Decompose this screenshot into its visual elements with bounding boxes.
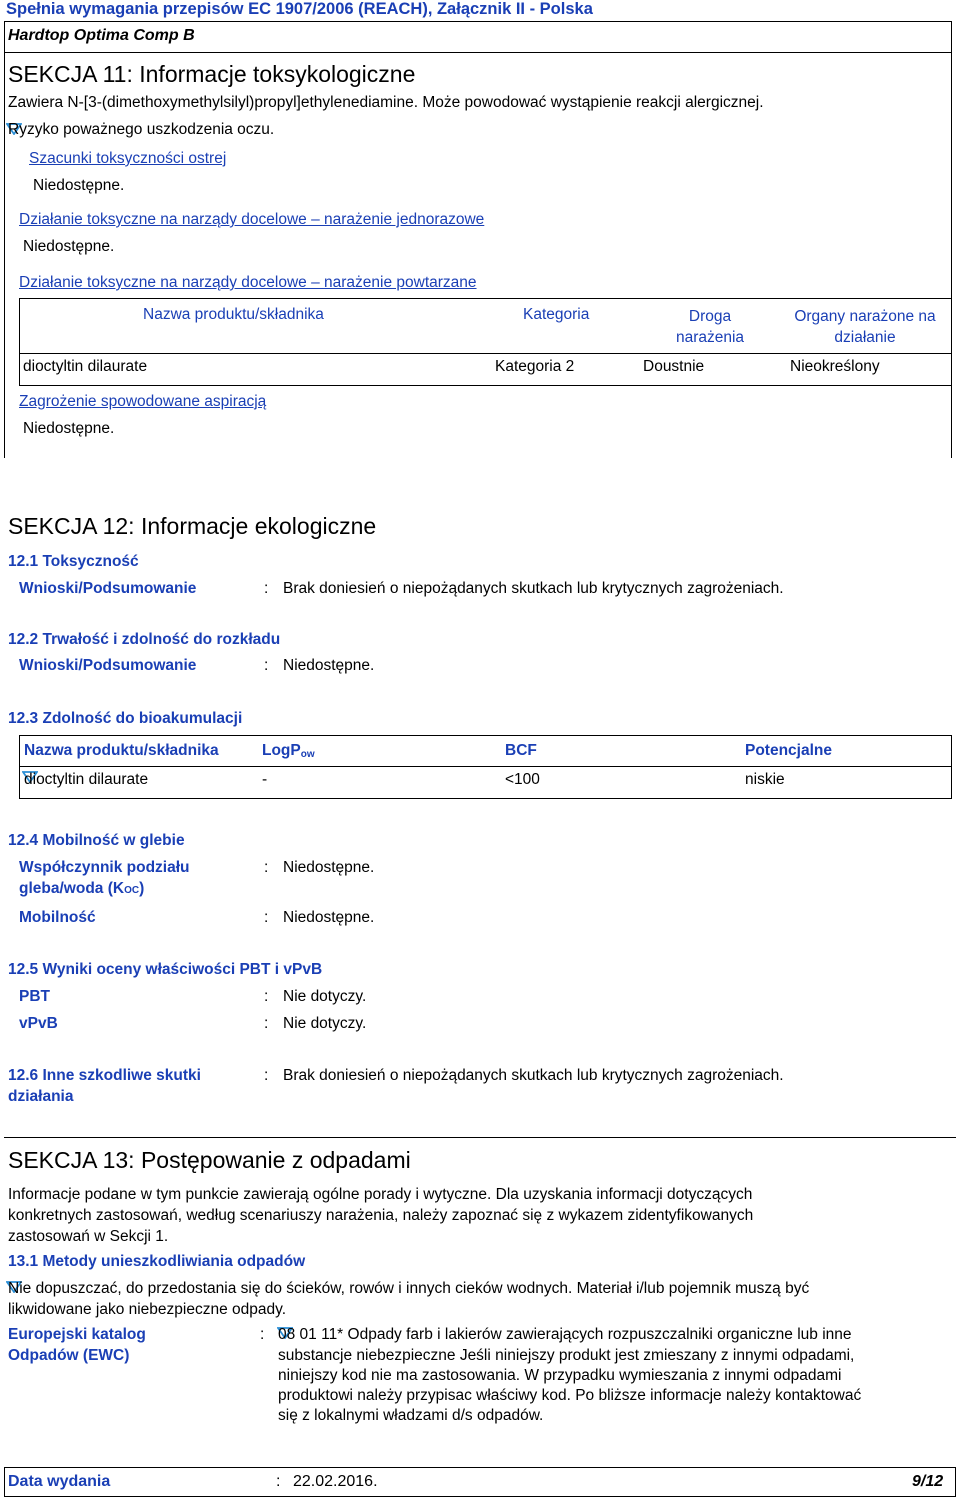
acute-toxicity-heading[interactable]: Szacunki toksyczności ostrej — [29, 150, 227, 167]
s13-intro-line2: konkretnych zastosowań, według scenariuszy narażenia, należy zapoznać się z wykazem zidentyfikowanych — [8, 1207, 754, 1224]
ewc-line4: produktowi należy przypisac właściwy kod. Po bliższe informacje należy kontaktować — [278, 1387, 862, 1404]
stot-single-value: Niedostępne. — [23, 238, 115, 255]
stot-row-route: Doustnie — [643, 358, 705, 375]
ewc-label-line2: Odpadów (EWC) — [8, 1347, 130, 1364]
s12-6-heading-line1: 12.6 Inne szkodliwe skutki — [8, 1067, 201, 1084]
mobility-label: Mobilność — [19, 909, 96, 926]
stot-col-route: Droga narażenia — [675, 308, 745, 346]
pbt-value: Nie dotyczy. — [283, 988, 367, 1005]
stot-col-name: Nazwa produktu/składnika — [143, 306, 324, 323]
vpvb-colon: : — [264, 1015, 269, 1032]
mobility-value: Niedostępne. — [283, 909, 375, 926]
aspiration-heading[interactable]: Zagrożenie spowodowane aspiracją — [19, 393, 267, 410]
bio-table-divider — [19, 766, 952, 767]
footer-box — [4, 1467, 956, 1497]
s12-1-label: Wnioski/Podsumowanie — [19, 580, 197, 597]
bio-row-name: dioctyltin dilaurate — [24, 771, 149, 788]
s12-2-label: Wnioski/Podsumowanie — [19, 657, 197, 674]
pbt-colon: : — [264, 988, 269, 1005]
bio-col-name: Nazwa produktu/składnika — [24, 742, 219, 759]
stot-col-organs: Organy narażone na działanie — [794, 308, 936, 346]
stot-row-category: Kategoria 2 — [495, 358, 575, 375]
s13-methods-line2: likwidowane jako niebezpieczne odpady. — [8, 1301, 287, 1318]
ewc-line3: niniejszy kod nie ma zastosowania. W przypadku wymieszania z innymi odpadami — [278, 1367, 842, 1384]
s13-1-heading: 13.1 Metody unieszkodliwiania odpadów — [8, 1253, 306, 1270]
acute-toxicity-value: Niedostępne. — [33, 177, 125, 194]
section-13-top-border — [4, 1137, 956, 1138]
stot-col-category: Kategoria — [523, 306, 590, 323]
s12-2-value: Niedostępne. — [283, 657, 375, 674]
s12-3-heading: 12.3 Zdolność do bioakumulacji — [8, 710, 243, 727]
stot-row-name: dioctyltin dilaurate — [23, 358, 148, 375]
vpvb-value: Nie dotyczy. — [283, 1015, 367, 1032]
ewc-line5: się z lokalnymi władzami d/s odpadów. — [278, 1407, 544, 1424]
footer-issue-date: 22.02.2016. — [293, 1473, 378, 1490]
s12-4-heading: 12.4 Mobilność w glebie — [8, 832, 185, 849]
stot-row-organs: Nieokreślony — [790, 358, 880, 375]
aspiration-value: Niedostępne. — [23, 420, 115, 437]
stot-table-divider — [19, 353, 952, 354]
s12-6-colon: : — [264, 1067, 269, 1084]
bio-row-potential: niskie — [745, 771, 785, 788]
s12-5-heading: 12.5 Wyniki oceny właściwości PBT i vPvB — [8, 961, 323, 978]
s12-2-colon: : — [264, 657, 269, 674]
document-header-title: Spełnia wymagania przepisów EC 1907/2006 (REACH), Załącznik II - Polska — [6, 0, 593, 18]
footer-colon: : — [276, 1473, 281, 1490]
footer-issue-label: Data wydania — [8, 1473, 111, 1490]
s11-contains-text: Zawiera N-[3-(dimethoxymethylsilyl)propyl]ethylenediamine. Może powodować wystąpienie reakcji alergicznej. — [8, 94, 764, 111]
s13-intro-line1: Informacje podane w tym punkcie zawierają ogólne porady i wytyczne. Dla uzyskania informacji dotyczących — [8, 1186, 753, 1203]
mobility-colon: : — [264, 909, 269, 926]
bio-row-bcf: <100 — [505, 771, 540, 788]
koc-colon: : — [264, 859, 269, 876]
s12-2-heading: 12.2 Trwałość i zdolność do rozkładu — [8, 631, 281, 648]
page-number: 9/12 — [912, 1473, 944, 1490]
stot-repeated-heading[interactable]: Działanie toksyczne na narządy docelowe – narażenie powtarzane — [19, 274, 477, 291]
bio-col-bcf: BCF — [505, 742, 537, 759]
s13-intro-line3: zastosowań w Sekcji 1. — [8, 1228, 169, 1245]
s13-methods-line1: Nie dopuszczać, do przedostania się do ścieków, rowów i innych cieków wodnych. Materiał i/lub pojemnik muszą być — [8, 1280, 810, 1297]
ewc-colon: : — [260, 1326, 265, 1343]
bio-row-logp: - — [262, 771, 268, 788]
stot-single-heading[interactable]: Działanie toksyczne na narządy docelowe – narażenie jednorazowe — [19, 211, 485, 228]
s12-1-colon: : — [264, 580, 269, 597]
s12-1-value: Brak doniesień o niepożądanych skutkach lub krytycznych zagrożeniach. — [283, 580, 784, 597]
ewc-line2: substancje niebezpieczne Jeśli niniejszy produkt jest zmieszany z innymi odpadami, — [278, 1347, 855, 1364]
section-13-title: SEKCJA 13: Postępowanie z odpadami — [8, 1147, 411, 1173]
s11-eye-damage-text: Ryzyko poważnego uszkodzenia oczu. — [8, 121, 275, 138]
product-name: Hardtop Optima Comp B — [8, 27, 195, 44]
bio-col-logp: LogPow — [262, 742, 315, 760]
s12-1-heading: 12.1 Toksyczność — [8, 553, 139, 570]
section-11-title: SEKCJA 11: Informacje toksykologiczne — [8, 61, 416, 87]
bio-col-potential: Potencjalne — [745, 742, 832, 759]
ewc-label-line1: Europejski katalog — [8, 1326, 146, 1343]
koc-label-line1: Współczynnik podziału — [19, 859, 190, 876]
pbt-label: PBT — [19, 988, 50, 1005]
s12-6-value: Brak doniesień o niepożądanych skutkach lub krytycznych zagrożeniach. — [283, 1067, 784, 1084]
vpvb-label: vPvB — [19, 1015, 58, 1032]
s12-6-heading-line2: działania — [8, 1088, 74, 1105]
koc-value: Niedostępne. — [283, 859, 375, 876]
section-12-title: SEKCJA 12: Informacje ekologiczne — [8, 513, 377, 539]
koc-label-line2: gleba/woda (KOC) — [19, 880, 145, 897]
ewc-line1: 08 01 11* Odpady farb i lakierów zawierających rozpuszczalniki organiczne lub inne — [278, 1326, 852, 1343]
